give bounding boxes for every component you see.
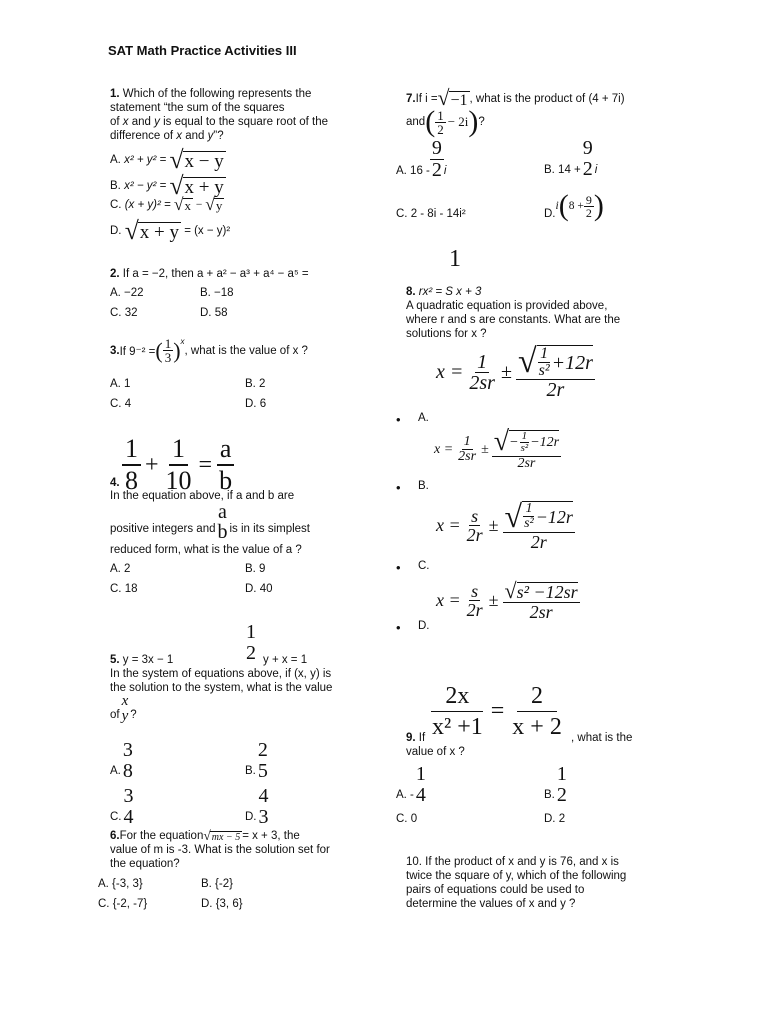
- q5-choice-a[interactable]: A. 3 8: [110, 739, 133, 782]
- q2-choice-d[interactable]: D. 58: [200, 307, 228, 319]
- q7-choice-c[interactable]: C. 2 - 8i - 14i²: [396, 208, 466, 220]
- q8-choice-a[interactable]: x = $\frac{1}{2sr}$ ± √ $\frac{1}{\text{s²}}$ +12r 2r: [436, 343, 593, 401]
- question-9: 9. If: [406, 732, 426, 744]
- q6-choice-a[interactable]: A. {-3, 3}: [98, 878, 143, 890]
- q1-choice-d[interactable]: D. √ x + y = (x − y)²: [110, 216, 231, 245]
- q2-choice-a[interactable]: A. −22: [110, 287, 144, 299]
- question-7: 7. If i = √ −1 , what is the product of (4 + 7i): [406, 86, 625, 110]
- question-5: 5. y = 3x − 1: [110, 654, 174, 666]
- q9-choice-c[interactable]: C. 0: [396, 813, 418, 825]
- q4-choice-b[interactable]: B. 9: [245, 563, 266, 575]
- q9-choice-d[interactable]: D. 2: [544, 813, 566, 825]
- q7-choice-d[interactable]: D. i ( 8 + $\frac{9}{2}$ ): [544, 189, 604, 222]
- page-title: SAT Math Practice Activities III: [108, 43, 297, 58]
- question-2: 2. If a = −2, then a + a² − a³ + a⁴ − a⁵ =: [110, 268, 309, 280]
- question-10: 10. If the product of x and y is 76, and x is twice the square of y, which of the following pairs of equations could be used to determine the values of x and y ?: [406, 856, 627, 910]
- question-number: 1.: [110, 88, 120, 100]
- q1-choice-c[interactable]: C. (x + y)² = √ x − √ y: [110, 194, 223, 214]
- question-8: 8. rx² = S x + 3: [406, 286, 482, 298]
- q1-choice-a[interactable]: A. x² + y² = √ x − y: [110, 145, 224, 174]
- q9-equation: $\frac{2x}{\text{x² +1}}$ = $\frac{2}{x + 2}$: [432, 683, 562, 740]
- q6-choice-d[interactable]: D. {3, 6}: [201, 898, 243, 910]
- q8-choice-c[interactable]: x = $\frac{s}{2r}$ ± √ $\frac{1}{\text{s²}}$ −12r 2r: [436, 498, 573, 552]
- question-3: 3. If 9⁻² = ( $\frac{1}{3}$ ) x , what is the value of x ?: [110, 336, 308, 365]
- q8-choice-b[interactable]: x = $\frac{1}{2sr}$ ± √ − $\frac{1}{\text{s²}}$ −12r 2sr: [434, 426, 560, 471]
- q3-choice-b[interactable]: B. 2: [245, 378, 266, 390]
- question-4: 4.: [110, 477, 120, 489]
- q3-choice-a[interactable]: A. 1: [110, 378, 131, 390]
- q6-choice-b[interactable]: B. {-2}: [201, 878, 233, 890]
- q5-choice-b[interactable]: B. 2 5: [245, 739, 268, 782]
- q4-choice-a[interactable]: A. 2: [110, 563, 131, 575]
- q5-choice-d[interactable]: D. 4 3: [245, 785, 269, 828]
- q7-choice-b[interactable]: B. 14 + 9 2 i: [544, 137, 598, 180]
- q4-choice-d[interactable]: D. 40: [245, 583, 273, 595]
- q9-choice-a[interactable]: A. - 1 4: [396, 763, 426, 806]
- question-6: 6. For the equation √ mx − 5 = x + 3, the: [110, 828, 300, 843]
- q8-choice-d[interactable]: x = $\frac{s}{2r}$ ± √ s² −12sr 2sr: [436, 578, 578, 622]
- q7-choice-a[interactable]: A. 16 - $\frac{9}{2}$ i: [396, 137, 447, 181]
- q2-choice-b[interactable]: B. −18: [200, 287, 234, 299]
- question-1: 1. Which of the following represents the statement “the sum of the squares of x and y is equal to the square root of the difference of x and y”?: [110, 88, 329, 142]
- q3-choice-c[interactable]: C. 4: [110, 398, 132, 410]
- q5-choice-c[interactable]: C. 3 4: [110, 785, 134, 828]
- q4-equation: $\frac{1}{8}$ + $\frac{1}{10}$ = $\frac{a}{b}$: [122, 436, 235, 494]
- q4-choice-c[interactable]: C. 18: [110, 583, 138, 595]
- q1-choice-b[interactable]: B. x² − y² = √ x + y: [110, 171, 224, 200]
- q6-choice-c[interactable]: C. {-2, -7}: [98, 898, 148, 910]
- q2-choice-c[interactable]: C. 32: [110, 307, 138, 319]
- q3-choice-d[interactable]: D. 6: [245, 398, 267, 410]
- q9-choice-b[interactable]: B. 1 2: [544, 763, 567, 806]
